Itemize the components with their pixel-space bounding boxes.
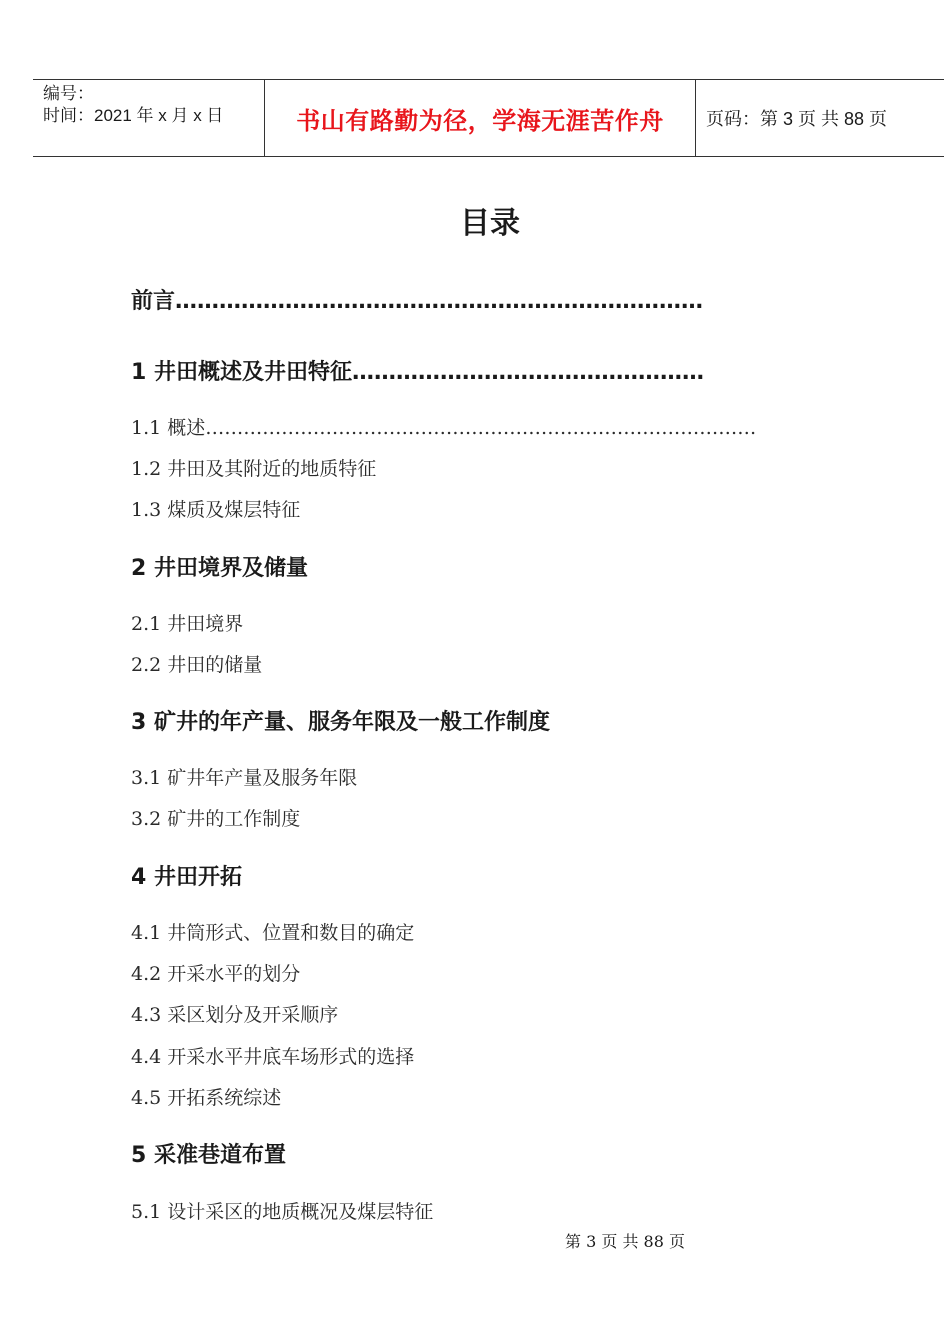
header-motto: 书山有路勤为径，学海无涯苦作舟	[265, 80, 696, 156]
toc-entry-2[interactable]: 2 井田境界及储量	[131, 556, 308, 581]
page-title: 目录	[460, 206, 520, 241]
toc-entry-2-2[interactable]: 2.2 井田的储量	[131, 654, 263, 676]
toc-entry-preface[interactable]: 前言………………………………………………………………	[131, 289, 704, 314]
number-label: 编号：	[43, 84, 94, 103]
toc-entry-1-3[interactable]: 1.3 煤质及煤层特征	[131, 499, 301, 521]
toc-entry-4-3[interactable]: 4.3 采区划分及开采顺序	[131, 1004, 339, 1026]
header-left-cell	[33, 80, 265, 156]
time-label: 时间：2021 年 x 月 x 日	[43, 106, 224, 125]
header-page-info: 页码：第 3 页 共 88 页	[706, 109, 888, 129]
toc-entry-5-1[interactable]: 5.1 设计采区的地质概况及煤层特征	[131, 1201, 434, 1223]
toc-entry-4-4[interactable]: 4.4 开采水平井底车场形式的选择	[131, 1046, 415, 1068]
toc-entry-3[interactable]: 3 矿井的年产量、服务年限及一般工作制度	[131, 710, 550, 735]
toc-entry-4-1[interactable]: 4.1 井筒形式、位置和数目的确定	[131, 922, 415, 944]
toc-entry-4-5[interactable]: 4.5 开拓系统综述	[131, 1087, 282, 1109]
toc-entry-3-2[interactable]: 3.2 矿井的工作制度	[131, 808, 301, 830]
toc-entry-1-1[interactable]: 1.1 概述……………………………………………………………………………	[131, 417, 757, 439]
toc-entry-1[interactable]: 1 井田概述及井田特征…………………………………………	[131, 360, 704, 385]
page-footer: 第 3 页 共 88 页	[565, 1232, 685, 1251]
toc-entry-4[interactable]: 4 井田开拓	[131, 865, 242, 890]
toc-entry-5[interactable]: 5 采准巷道布置	[131, 1143, 286, 1168]
page-header	[33, 79, 944, 157]
toc-entry-2-1[interactable]: 2.1 井田境界	[131, 613, 244, 635]
toc-entry-4-2[interactable]: 4.2 开采水平的划分	[131, 963, 301, 985]
toc-entry-1-2[interactable]: 1.2 井田及其附近的地质特征	[131, 458, 377, 480]
toc-entry-3-1[interactable]: 3.1 矿井年产量及服务年限	[131, 767, 358, 789]
